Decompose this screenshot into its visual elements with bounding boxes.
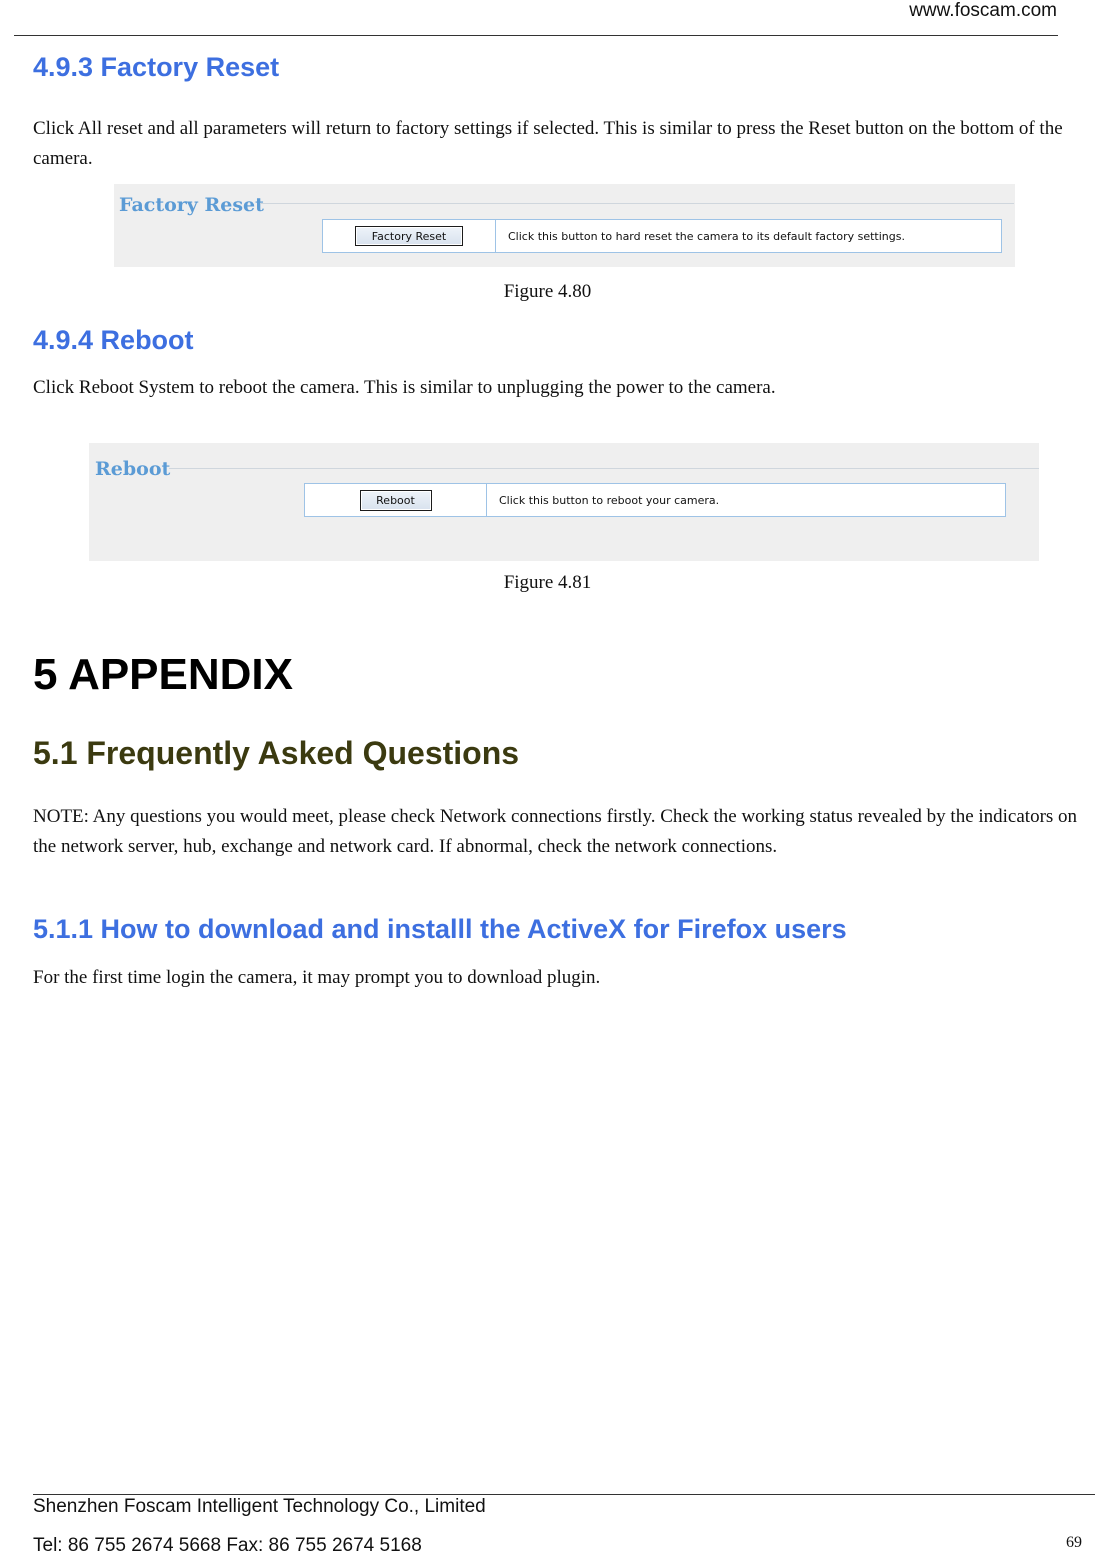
- factory-reset-row: [322, 219, 1002, 253]
- header-divider: [14, 35, 1058, 36]
- figure-factory-reset: [114, 184, 1015, 267]
- figure-reboot: [89, 443, 1039, 561]
- figure-title-divider: [169, 468, 1039, 469]
- heading-factory-reset: 4.9.3 Factory Reset: [33, 52, 280, 82]
- footer-company: Shenzhen Foscam Intelligent Technology Co., Limited: [33, 1496, 486, 1517]
- paragraph-factory-reset: Click All reset and all parameters will return to factory settings if selected. This is similar to press the Reset button on the bottom of the camera.: [33, 118, 1063, 169]
- footer-divider: [33, 1494, 1095, 1495]
- heading-activex: 5.1.1 How to download and installl the ActiveX for Firefox users: [33, 914, 847, 944]
- caption-figure-4-80: Figure 4.80: [503, 281, 592, 302]
- footer-contact: Tel: 86 755 2674 5668 Fax: 86 755 2674 5168: [33, 1535, 422, 1556]
- figure-factory-reset-title: Factory Reset: [119, 194, 264, 216]
- reboot-button-cell: [305, 484, 487, 516]
- factory-reset-button[interactable]: Factory Reset: [355, 226, 463, 246]
- caption-figure-4-81: Figure 4.81: [503, 572, 592, 593]
- page-number: 69: [1066, 1534, 1082, 1551]
- factory-reset-button-cell: [323, 220, 496, 252]
- heading-reboot: 4.9.4 Reboot: [33, 325, 194, 355]
- heading-faq: 5.1 Frequently Asked Questions: [33, 735, 520, 771]
- reboot-description: Click this button to reboot your camera.: [499, 493, 720, 507]
- paragraph-reboot: Click Reboot System to reboot the camera. This is similar to unplugging the power to the camera.: [33, 377, 776, 398]
- reboot-row: [304, 483, 1006, 517]
- figure-reboot-title: Reboot: [95, 458, 171, 480]
- reboot-button[interactable]: Reboot: [360, 490, 432, 511]
- paragraph-note: NOTE: Any questions you would meet, please check Network connections firstly. Check the working status revealed by the indicators on the network server, hub, exchange and network card. If abnormal, check the network connections.: [33, 806, 1078, 857]
- paragraph-activex: For the first time login the camera, it may prompt you to download plugin.: [33, 967, 601, 988]
- heading-appendix: 5 APPENDIX: [33, 650, 294, 699]
- figure-title-divider: [260, 203, 1014, 204]
- header-url: www.foscam.com: [909, 0, 1057, 21]
- factory-reset-description: Click this button to hard reset the camera to its default factory settings.: [508, 229, 905, 243]
